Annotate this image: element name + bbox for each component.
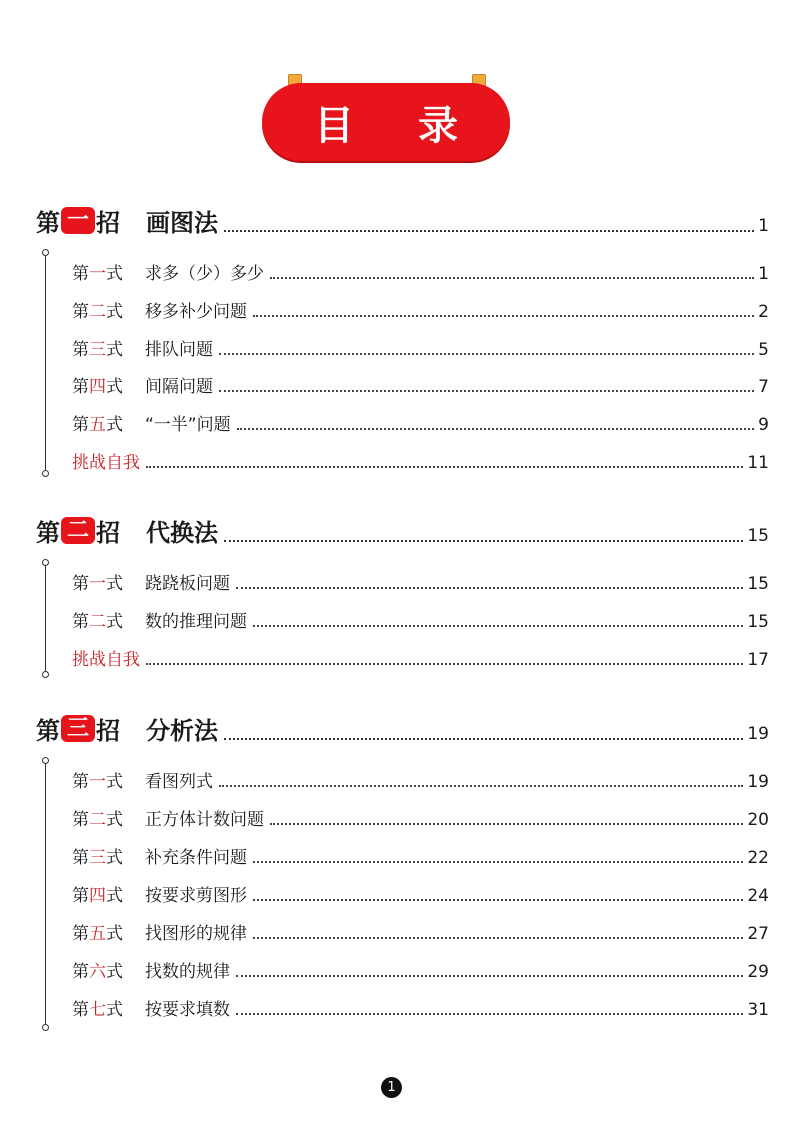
toc-page-number: 20 xyxy=(747,810,769,830)
toc-row[interactable]: 第 六 式 找数的规律 29 xyxy=(72,956,769,982)
dot-leader xyxy=(270,277,754,279)
dot-leader xyxy=(146,466,743,468)
dot-leader xyxy=(224,230,754,232)
dot-leader xyxy=(146,663,743,665)
toc-row[interactable]: 第 三 式 排队问题 5 xyxy=(72,334,769,360)
dot-leader xyxy=(236,975,743,977)
dot-leader xyxy=(236,587,743,589)
toc-row[interactable]: 第 五 式 找图形的规律 27 xyxy=(72,918,769,944)
toc-label: 移多补少问题 xyxy=(145,302,247,322)
dot-leader xyxy=(224,738,743,740)
toc-label: 正方体计数问题 xyxy=(145,810,264,830)
toc-page-number: 19 xyxy=(747,772,769,792)
chapter-title: 画图法 xyxy=(146,209,218,237)
toc-label: 数的推理问题 xyxy=(145,612,247,632)
toc-row[interactable]: 第 四 式 间隔问题 7 xyxy=(72,371,769,397)
toc-row[interactable]: 第 三 式 补充条件问题 22 xyxy=(72,842,769,868)
toc-page-number: 15 xyxy=(747,612,769,632)
chapter-prefix: 第 三 招 xyxy=(36,716,120,745)
chapter-prefix: 第 二 招 xyxy=(36,518,120,547)
toc-page-number: 11 xyxy=(747,453,769,473)
toc-row[interactable]: 第 二 式 正方体计数问题 20 xyxy=(72,804,769,830)
dot-leader xyxy=(270,823,743,825)
toc-page-number: 29 xyxy=(747,962,769,982)
title-banner xyxy=(262,83,510,161)
toc-label: 看图列式 xyxy=(145,772,213,792)
toc-label: 按要求填数 xyxy=(145,1000,230,1020)
toc-row[interactable]: 第 四 式 按要求剪图形 24 xyxy=(72,880,769,906)
toc-label: 补充条件问题 xyxy=(145,848,247,868)
title-char-1: 目 xyxy=(314,102,354,149)
toc-label: 求多（少）多少 xyxy=(145,264,264,284)
toc-row[interactable]: 第 七 式 按要求填数 31 xyxy=(72,994,769,1020)
section-rail xyxy=(45,253,46,473)
dot-leader xyxy=(253,625,743,627)
dot-leader xyxy=(224,540,743,542)
toc-page-number: 15 xyxy=(747,574,769,594)
chapter-number-badge: 一 xyxy=(61,207,95,234)
toc-page-number: 9 xyxy=(758,415,769,435)
dot-leader xyxy=(236,1013,743,1015)
page-number-badge: 1 xyxy=(381,1077,402,1098)
dot-leader xyxy=(237,428,755,430)
dot-leader xyxy=(253,861,743,863)
dot-leader xyxy=(219,353,754,355)
toc-row-challenge[interactable] xyxy=(72,644,769,670)
dot-leader xyxy=(253,899,743,901)
toc-page-number: 22 xyxy=(747,848,769,868)
toc-label: 按要求剪图形 xyxy=(145,886,247,906)
toc-page-number: 17 xyxy=(747,650,769,670)
toc-label: 找数的规律 xyxy=(145,962,230,982)
toc-page-number: 2 xyxy=(758,302,769,322)
toc-row[interactable]: 第 二 式 移多补少问题 2 xyxy=(72,296,769,322)
chapter-prefix: 第 一 招 xyxy=(36,208,120,237)
toc-page-number: 1 xyxy=(758,264,769,284)
page-title xyxy=(262,83,510,161)
toc-page-number: 7 xyxy=(758,377,769,397)
chapter-page-number: 15 xyxy=(747,526,769,546)
chapter-2-heading[interactable] xyxy=(36,512,769,548)
chapter-number-badge: 三 xyxy=(61,715,95,742)
challenge-label: 挑战自我 xyxy=(72,453,140,473)
toc-row[interactable]: 第 一 式 求多（少）多少 1 xyxy=(72,258,769,284)
chapter-3-heading[interactable] xyxy=(36,710,769,746)
dot-leader xyxy=(219,785,743,787)
chapter-page-number: 1 xyxy=(758,216,769,236)
toc-page-number: 31 xyxy=(747,1000,769,1020)
toc-row[interactable]: 第 一 式 看图列式 19 xyxy=(72,766,769,792)
chapter-title: 分析法 xyxy=(146,717,218,745)
toc-page-number: 5 xyxy=(758,340,769,360)
toc-label: 排队问题 xyxy=(145,340,213,360)
toc-page-number: 24 xyxy=(747,886,769,906)
title-char-2: 录 xyxy=(418,102,458,149)
toc-label: 跷跷板问题 xyxy=(145,574,230,594)
toc-row-challenge[interactable] xyxy=(72,447,769,473)
chapter-page-number: 19 xyxy=(747,724,769,744)
challenge-label: 挑战自我 xyxy=(72,650,140,670)
toc-row[interactable]: 第 二 式 数的推理问题 15 xyxy=(72,606,769,632)
toc-page-number: 27 xyxy=(747,924,769,944)
chapter-number-badge: 二 xyxy=(61,517,95,544)
toc-row[interactable]: 第 五 式 “一半”问题 9 xyxy=(72,409,769,435)
chapter-1-heading[interactable] xyxy=(36,202,769,238)
toc-label: 找图形的规律 xyxy=(145,924,247,944)
section-rail xyxy=(45,761,46,1027)
toc-label: 间隔问题 xyxy=(145,377,213,397)
dot-leader xyxy=(253,937,743,939)
section-rail xyxy=(45,563,46,674)
chapter-title: 代换法 xyxy=(146,519,218,547)
toc-row[interactable]: 第 一 式 跷跷板问题 15 xyxy=(72,568,769,594)
toc-label: “一半”问题 xyxy=(145,415,231,435)
dot-leader xyxy=(219,390,754,392)
dot-leader xyxy=(253,315,754,317)
